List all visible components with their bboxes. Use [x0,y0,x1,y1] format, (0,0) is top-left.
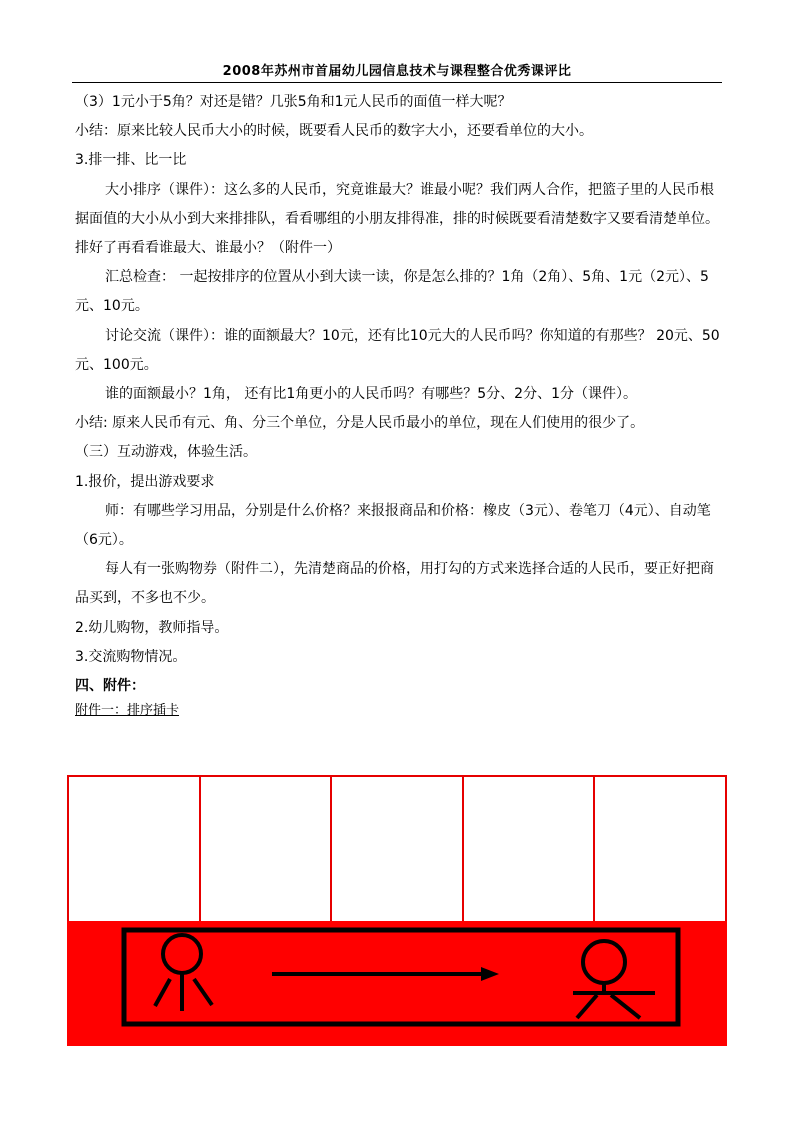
attachment-1-label: 附件一：排序插卡 [75,703,180,719]
paragraph-summary-1: 小结：原来比较人民币大小的时候，既要看人民币的数字大小，还要看单位的大小。 [75,123,593,140]
sorting-strip [67,921,727,1046]
sorting-card-slots [67,775,727,922]
paragraph-teacher: 师：有哪些学习用品，分别是什么价格？来报报商品和价格：橡皮（3元）、卷笔刀（4元）、自动笔（6元）。 [75,502,711,549]
paragraph-question: （3）1元小于5角？对还是错？几张5角和1元人民币的面值一样大呢？ [75,94,512,110]
header-divider [72,82,722,83]
arrow-right-icon [272,967,499,981]
paragraph-game-2: 2.幼儿购物，教师指导。 [75,619,229,636]
page-header: 2008年苏州市首届幼儿园信息技术与课程整合优秀课评比 [222,64,572,79]
paragraph-summary-2: 小结: 原来人民币有元、角、分三个单位，分是人民币最小的单位，现在人们使用的很少了。 [75,415,645,432]
paragraph-game-3: 3.交流购物情况。 [75,648,187,665]
paragraph-sorting: 大小排序（课件）：这么多的人民币，究竟谁最大？谁最小呢？我们两人合作，把篮子里的人民币根据面值的大小从小到大来排排队，看看哪组的小朋友排得准，排的时候既要看清楚数字又要看清楚单位。排好了再看看谁最大、谁最小？（附件一） [75,181,719,257]
big-person-icon [573,941,655,1018]
small-to-big-illustration [67,921,727,1046]
paragraph-voucher: 每人有一张购物券（附件二），先清楚商品的价格，用打勾的方式来选择合适的人民币，要正好把商品买到，不多也不少。 [75,561,714,607]
paragraph-game-1: 1.报价，提出游戏要求 [75,473,215,490]
card-slot [464,777,596,922]
card-slot [201,777,333,922]
card-slot [332,777,464,922]
card-slot [69,777,201,922]
section-heading-attachments: 四、附件： [75,678,145,695]
paragraph-discussion: 讨论交流（课件）：谁的面额最大？10元，还有比10元大的人民币吗？你知道的有那些？ 20元、50元、100元。 [75,327,720,373]
paragraph-section-3: （三）互动游戏，体验生活。 [75,444,257,461]
paragraph-check: 汇总检查： 一起按排序的位置从小到大读一读，你是怎么排的？1角（2角）、5角、1元（2元）、5元、10元。 [75,269,709,315]
document-body [75,88,725,721]
paragraph-smallest: 谁的面额最小？1角， 还有比1角更小的人民币吗？有哪些？5分、2分、1分（课件）。 [105,386,637,403]
card-slot [595,777,725,922]
paragraph-step-3: 3.排一排、比一比 [75,152,187,169]
small-person-icon [155,935,212,1011]
